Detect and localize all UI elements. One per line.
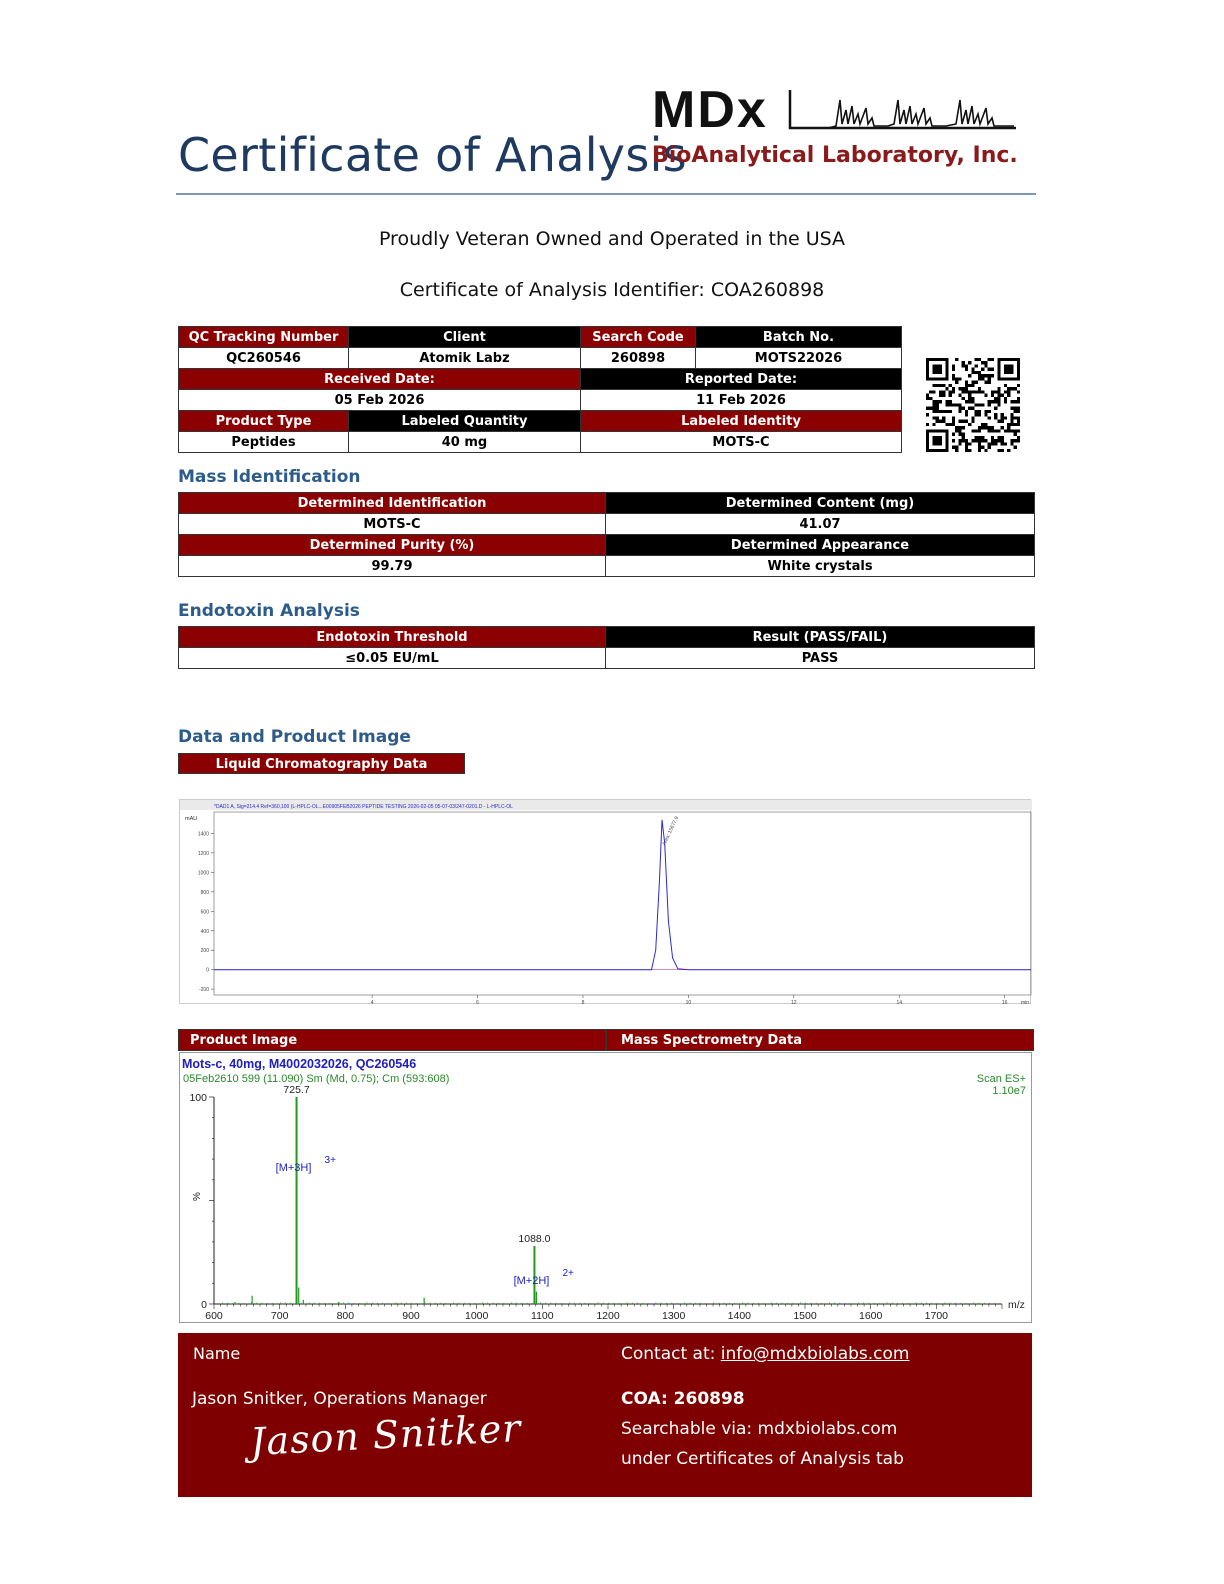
determined-content-value: 41.07 <box>606 514 1035 535</box>
lc-x-tick-label: 6 <box>476 1000 479 1005</box>
determined-identification-value: MOTS-C <box>179 514 606 535</box>
labeled-quantity-value: 40 mg <box>349 432 581 453</box>
footer-contact-email-link[interactable]: info@mdxbiolabs.com <box>720 1344 910 1364</box>
ms-data-bar: Mass Spectrometry Data <box>606 1029 1034 1051</box>
endotoxin-heading: Endotoxin Analysis <box>178 601 360 621</box>
lc-chromatogram-chart <box>180 800 1032 1005</box>
determined-appearance-label: Determined Appearance <box>606 535 1035 556</box>
logo-chromatogram-icon <box>788 88 1018 132</box>
ms-x-tick-label: 1600 <box>858 1310 883 1322</box>
ms-scan-mode: Scan ES+ <box>976 1073 1026 1085</box>
lc-trace <box>214 820 1031 970</box>
product-image-bar: Product Image <box>178 1029 606 1051</box>
endotoxin-result-value: PASS <box>606 648 1035 669</box>
qc-tracking-value: QC260546 <box>179 348 349 369</box>
reported-date-label: Reported Date: <box>581 369 902 390</box>
ms-peak-mz-label: 1088.0 <box>518 1233 551 1246</box>
labeled-identity-label: Labeled Identity <box>581 411 902 432</box>
lc-y-tick-label: 0 <box>206 967 209 974</box>
footer-signature: Jason Snitker <box>249 1405 523 1465</box>
lc-x-tick-label: 8 <box>581 1000 585 1005</box>
determined-identification-label: Determined Identification <box>179 493 606 514</box>
qc-tracking-label: QC Tracking Number <box>179 327 349 348</box>
lc-peak-label: Area: 15677.9 <box>661 815 681 847</box>
batch-label: Batch No. <box>696 327 902 348</box>
endotoxin-threshold-label: Endotoxin Threshold <box>179 627 606 648</box>
lc-y-tick-label: 1000 <box>197 870 209 877</box>
lc-chart-title: *DAD1 A, Sig=214.4 Ref=360,100 (L-HPLC-OL...E00905FEB2026 PEPTIDE TESTING 2026-02-05 05-07-03\247-0201.D - L-HPLC-OL <box>214 804 513 810</box>
ms-chart-title: Mots-c, 40mg, M4002032026, QC260546 <box>182 1057 417 1071</box>
lc-x-unit: min <box>1020 1000 1029 1005</box>
footer-signer: Jason Snitker, Operations Manager <box>192 1389 487 1409</box>
ms-y-axis-label: % <box>192 1192 203 1201</box>
ms-x-tick-label: 1200 <box>596 1310 620 1322</box>
ms-x-tick-label: 700 <box>270 1310 289 1322</box>
tagline: Proudly Veteran Owned and Operated in the USA <box>378 228 846 250</box>
lc-x-tick-label: 10 <box>685 1000 692 1005</box>
lc-data-bar: Liquid Chromatography Data <box>178 753 465 774</box>
lab-name: BioAnalytical Laboratory, Inc. <box>652 143 1018 168</box>
received-date-value: 05 Feb 2026 <box>179 390 581 411</box>
footer-coa-number: COA: 260898 <box>621 1389 745 1409</box>
footer-tab-note: under Certificates of Analysis tab <box>621 1449 904 1469</box>
ms-x-tick-label: 600 <box>205 1310 223 1322</box>
lc-x-tick-label: 14 <box>896 1000 903 1005</box>
document-title: Certificate of Analysis <box>178 128 687 182</box>
reported-date-value: 11 Feb 2026 <box>581 390 902 411</box>
ms-y-tick-label: 0 <box>201 1299 207 1311</box>
determined-purity-label: Determined Purity (%) <box>179 535 606 556</box>
client-value: Atomik Labz <box>349 348 581 369</box>
footer-contact <box>621 1344 909 1364</box>
mass-identification-table <box>178 492 1035 577</box>
batch-value: MOTS22026 <box>696 348 902 369</box>
lc-y-unit: mAU <box>185 816 198 822</box>
lc-x-tick-label: 16 <box>1001 1000 1008 1005</box>
ms-x-tick-label: 800 <box>336 1310 355 1322</box>
lc-y-tick-label: 800 <box>200 889 209 896</box>
ms-x-tick-label: 1000 <box>464 1310 489 1322</box>
ms-x-axis-label: m/z <box>1008 1299 1025 1311</box>
header-divider <box>176 193 1036 195</box>
client-label: Client <box>349 327 581 348</box>
ms-ion-label: [M+2H] <box>513 1275 550 1288</box>
ms-y-tick-label: 100 <box>189 1092 207 1104</box>
qr-code-icon[interactable] <box>926 358 1020 452</box>
lc-y-tick-label: 200 <box>200 948 209 955</box>
lc-y-tick-label: 400 <box>200 928 209 935</box>
lc-x-tick-label: 12 <box>791 1000 797 1005</box>
lc-y-tick-label: 1400 <box>197 831 209 838</box>
product-type-value: Peptides <box>179 432 349 453</box>
ms-intensity: 1.10e7 <box>992 1085 1026 1097</box>
ms-x-tick-label: 1100 <box>531 1310 554 1322</box>
ms-chart-subtitle: 05Feb2610 599 (11.090) Sm (Md, 0.75); Cm (593:608) <box>183 1073 450 1085</box>
received-date-label: Received Date: <box>179 369 581 390</box>
determined-content-label: Determined Content (mg) <box>606 493 1035 514</box>
ms-x-tick-label: 1300 <box>661 1310 686 1322</box>
lc-x-tick-label: 4 <box>370 1000 374 1005</box>
search-code-label: Search Code <box>581 327 696 348</box>
endotoxin-result-label: Result (PASS/FAIL) <box>606 627 1035 648</box>
ms-x-tick-label: 1500 <box>793 1310 817 1322</box>
footer-panel <box>178 1333 1032 1497</box>
labeled-identity-value: MOTS-C <box>581 432 902 453</box>
footer-searchable: Searchable via: mdxbiolabs.com <box>621 1419 898 1439</box>
footer-contact-prefix: Contact at: <box>621 1344 716 1364</box>
ms-peak-mz-label: 725.7 <box>283 1084 310 1096</box>
ms-x-tick-label: 900 <box>402 1310 420 1322</box>
endotoxin-table <box>178 626 1035 669</box>
ms-spectrum-chart <box>180 1053 1033 1324</box>
ms-charge-label: 3+ <box>324 1155 336 1166</box>
search-code-value: 260898 <box>581 348 696 369</box>
lc-chromatogram-panel <box>179 799 1031 1004</box>
endotoxin-threshold-value: ≤0.05 EU/mL <box>179 648 606 669</box>
lc-y-tick-label: -200 <box>198 987 209 994</box>
ms-spectrum-panel <box>179 1052 1032 1323</box>
lc-y-tick-label: 1200 <box>197 850 209 857</box>
company-logo-text: MDx <box>652 81 768 139</box>
determined-appearance-value: White crystals <box>606 556 1035 577</box>
coa-identifier: Certificate of Analysis Identifier: COA260898 <box>399 279 825 301</box>
footer-name-label: Name <box>193 1344 241 1363</box>
data-section-heading: Data and Product Image <box>178 727 411 747</box>
labeled-quantity-label: Labeled Quantity <box>349 411 581 432</box>
ms-x-tick-label: 1700 <box>924 1310 949 1322</box>
ms-charge-label: 2+ <box>562 1268 574 1280</box>
lc-y-tick-label: 600 <box>200 909 209 916</box>
ms-x-tick-label: 1400 <box>727 1310 752 1322</box>
info-table <box>178 326 902 453</box>
determined-purity-value: 99.79 <box>179 556 606 577</box>
product-type-label: Product Type <box>179 411 349 432</box>
qr-modules <box>926 358 1020 452</box>
mass-identification-heading: Mass Identification <box>178 467 361 487</box>
ms-ion-label: [M+3H] <box>275 1162 312 1174</box>
